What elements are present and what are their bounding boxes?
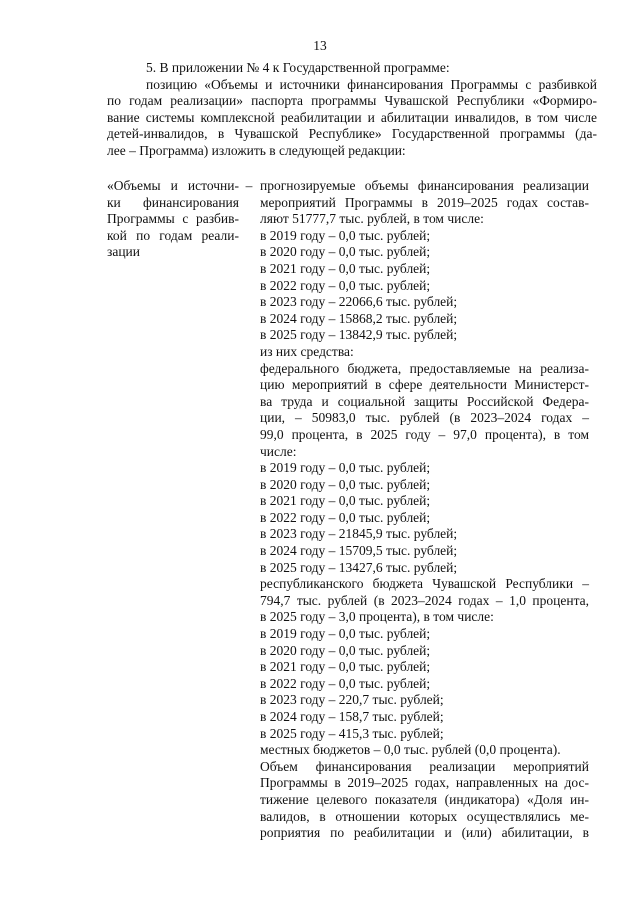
financing-line: Объем финансирования реализации мероприятий — [260, 758, 589, 774]
financing-line: в 2022 году – 0,0 тыс. рублей; — [260, 509, 431, 525]
financing-line: в 2020 году – 0,0 тыс. рублей; — [260, 476, 431, 492]
position-title-line: «Объемы и источни- — [107, 178, 239, 193]
financing-line: в 2023 году – 22066,6 тыс. рублей; — [260, 294, 458, 310]
financing-line: в 2025 году – 13842,9 тыс. рублей; — [260, 327, 458, 343]
intro-line: вание системы комплексной реабилитации и абилитации инвалидов, в том числе — [107, 109, 597, 125]
intro-line: лее – Программа) изложить в следующей редакции: — [107, 142, 406, 158]
intro-line: детей-инвалидов, в Чувашской Республике» Государственной программы (да- — [107, 126, 597, 142]
position-title-line: зации — [107, 244, 140, 260]
financing-line: ляют 51777,7 тыс. рублей, в том числе: — [260, 211, 484, 227]
financing-line: 794,7 тыс. рублей (в 2023–2024 годах – 1,0 процента, — [260, 592, 589, 608]
financing-line: тижение целевого показателя (индикатора) «Доля ин- — [260, 791, 589, 807]
financing-line: в 2023 году – 21845,9 тыс. рублей; — [260, 526, 458, 542]
financing-line: в 2021 году – 0,0 тыс. рублей; — [260, 659, 431, 675]
intro-paragraph — [107, 60, 597, 160]
intro-line: по годам реализации» паспорта программы Чувашской Республики «Формиро- — [107, 93, 597, 109]
financing-line: Программы в 2019–2025 годах, направленных на дос- — [260, 775, 589, 791]
page-number: 13 — [313, 38, 327, 53]
intro-line: позицию «Объемы и источники финансирования Программы с разбивкой — [146, 76, 597, 92]
position-title-line: Программы с разбив- — [107, 211, 239, 227]
financing-line: 99,0 процента, в 2025 году – 97,0 процента), в том — [260, 426, 589, 442]
financing-line: роприятия по реабилитации и (или) абилитации, в — [260, 825, 589, 841]
position-title-line: ки финансирования — [107, 194, 239, 210]
financing-line: в 2023 году – 220,7 тыс. рублей; — [260, 692, 444, 708]
financing-line: в 2019 году – 0,0 тыс. рублей; — [260, 460, 431, 476]
financing-line: в 2024 году – 15709,5 тыс. рублей; — [260, 543, 458, 559]
financing-line: в 2025 году – 13427,6 тыс. рублей; — [260, 559, 458, 575]
financing-line: в 2025 году – 415,3 тыс. рублей; — [260, 725, 444, 741]
intro-line: 5. В приложении № 4 к Государственной программе: — [146, 60, 450, 75]
financing-line: федерального бюджета, предоставляемые на реализа- — [260, 360, 589, 376]
financing-line: в 2022 году – 0,0 тыс. рублей; — [260, 675, 431, 691]
financing-line: в 2022 году – 0,0 тыс. рублей; — [260, 277, 431, 293]
financing-line: в 2019 году – 0,0 тыс. рублей; — [260, 626, 431, 642]
financing-line: в 2021 году – 0,0 тыс. рублей; — [260, 260, 431, 276]
financing-line: в 2020 году – 0,0 тыс. рублей; — [260, 642, 431, 658]
financing-line: в 2019 году – 0,0 тыс. рублей; — [260, 227, 431, 243]
financing-line: числе: — [260, 443, 297, 459]
financing-line: в 2025 году – 3,0 процента), в том числе: — [260, 609, 494, 625]
financing-line: ва труда и социальной защиты Российской Федера- — [260, 393, 589, 409]
position-title-line: кой по годам реали- — [107, 227, 239, 243]
financing-text-column — [260, 178, 589, 842]
financing-line: в 2024 году – 15868,2 тыс. рублей; — [260, 310, 458, 326]
financing-line: в 2020 году – 0,0 тыс. рублей; — [260, 244, 431, 260]
column-separator-dash: – — [245, 178, 253, 193]
financing-line: республиканского бюджета Чувашской Республики – — [260, 576, 589, 592]
financing-line: ции, – 50983,0 тыс. рублей (в 2023–2024 годах – — [260, 410, 589, 426]
financing-line: из них средства: — [260, 343, 354, 359]
financing-line: прогнозируемые объемы финансирования реализации — [260, 178, 589, 193]
financing-line: цию мероприятий в сфере деятельности Министерст- — [260, 377, 589, 393]
financing-line: местных бюджетов – 0,0 тыс. рублей (0,0 процента). — [260, 742, 561, 758]
position-title-column — [107, 178, 239, 261]
financing-line: мероприятий Программы в 2019–2025 годах состав- — [260, 194, 589, 210]
financing-line: в 2024 году – 158,7 тыс. рублей; — [260, 709, 444, 724]
financing-line: в 2021 году – 0,0 тыс. рублей; — [260, 493, 431, 509]
financing-line: валидов, в отношении которых осуществлялись ме- — [260, 808, 589, 824]
